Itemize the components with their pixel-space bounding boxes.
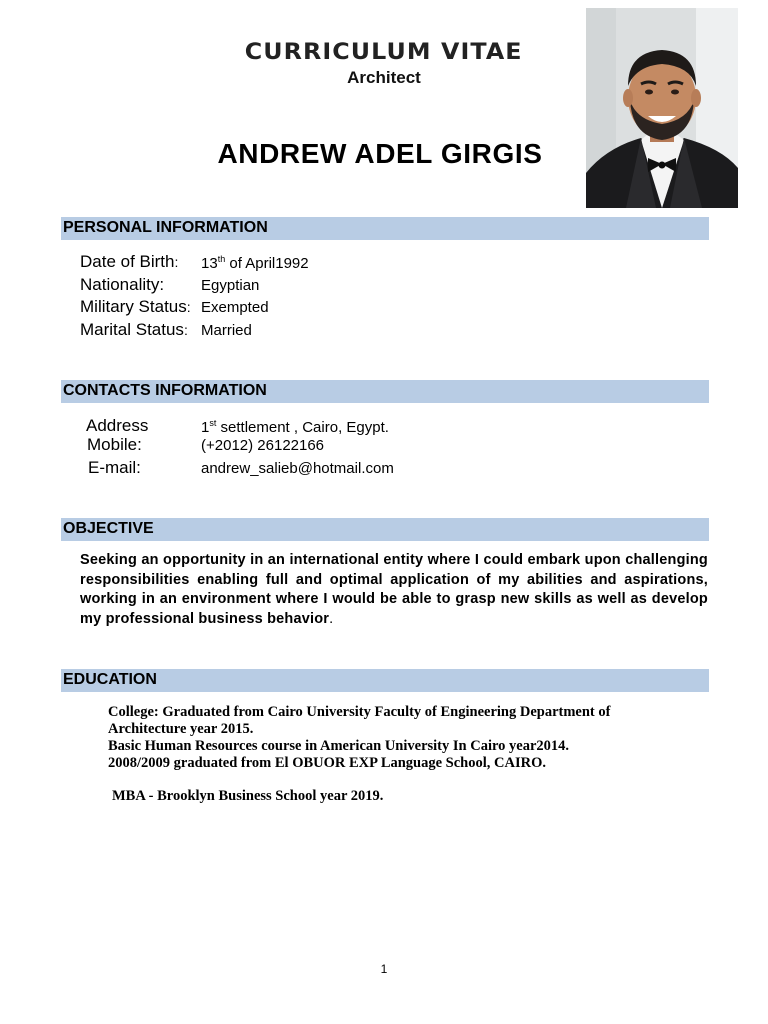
education-mba: MBA - Brooklyn Business School year 2019. [112,788,384,804]
education-hr-course: Basic Human Resources course in American University In Cairo year2014. [108,738,570,754]
nationality-label: Nationality: [80,275,165,294]
nationality-value: Egyptian [201,277,260,294]
candidate-name: ANDREW ADEL GIRGIS [217,138,543,169]
section-objective [61,518,709,541]
military-status-value: Exempted [201,299,269,316]
dob-value: 13th of April1992 [201,254,309,272]
profile-photo [586,8,738,208]
section-education [61,669,709,692]
military-status-label: Military Status: [80,297,191,316]
section-heading: PERSONAL INFORMATION [63,219,268,236]
page-number: 1 [380,962,388,976]
objective-text: Seeking an opportunity in an international entity where I could embark upon challenging responsibilities enabling full and optimal application of my abilities and aspirations, working in an environment where I would be able to grasp new skills as well as develop my professional business behavior. [80,552,708,627]
cv-subtitle: Architect [347,68,421,87]
education-school: 2008/2009 graduated from El OBUOR EXP Language School, CAIRO. [108,755,546,771]
education-college: College: Graduated from Cairo University Faculty of Engineering Department of Architecture year 2015. [108,704,611,737]
section-heading: EDUCATION [63,671,157,688]
section-contacts-information [61,380,709,403]
email-label: E-mail: [88,458,141,477]
marital-status-label: Marital Status: [80,320,188,339]
section-personal-information [61,217,709,240]
address-label: Address [86,416,149,435]
cv-title: CURRICULUM VITAE [245,40,523,65]
email-value: andrew_salieb@hotmail.com [201,460,394,477]
marital-status-value: Married [201,322,252,339]
section-heading: OBJECTIVE [63,520,154,537]
dob-label: Date of Birth: [80,252,179,271]
mobile-value: (+2012) 26122166 [201,437,325,454]
section-heading: CONTACTS INFORMATION [63,382,267,399]
mobile-label: Mobile: [87,435,142,454]
address-value: 1st settlement , Cairo, Egypt. [201,418,389,436]
